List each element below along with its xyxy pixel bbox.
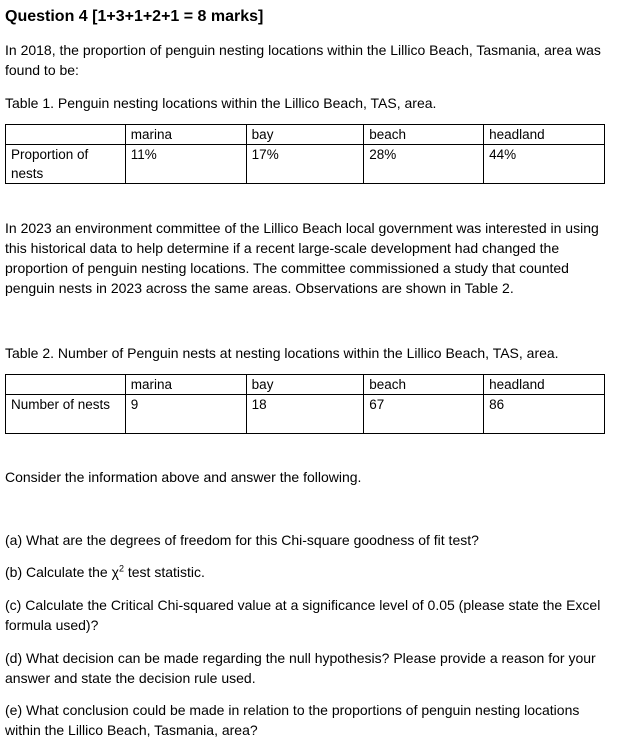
table1-row-label: Proportion of nests [6, 145, 126, 184]
part-d: (d) What decision can be made regarding the null hypothesis? Please provide a reason for your answer and state the decision rule used. [5, 650, 596, 686]
part-b-suffix: test statistic. [123, 564, 205, 580]
table2-value-marina: 9 [125, 395, 246, 434]
part-e: (e) What conclusion could be made in relation to the proportions of penguin nesting locations within the Lillico Beach, Tasmania, area? [5, 702, 580, 738]
table1-header-beach: beach [364, 125, 484, 145]
table2-header-marina: marina [125, 375, 246, 395]
table2-header-bay: bay [246, 375, 364, 395]
question-title: Question 4 [1+3+1+2+1 = 8 marks] [5, 8, 264, 25]
table2-header-headland: headland [484, 375, 605, 395]
table1-header-corner [6, 125, 126, 145]
part-b-superscript: 2 [118, 563, 124, 574]
table2-row-label: Number of nests [6, 395, 126, 434]
table2-header-corner [6, 375, 126, 395]
table1-caption: Table 1. Penguin nesting locations within the Lillico Beach, TAS, area. [5, 95, 437, 111]
part-c: (c) Calculate the Critical Chi-squared value at a significance level of 0.05 (please state the Excel formula used)? [5, 597, 601, 633]
part-a: (a) What are the degrees of freedom for this Chi-square goodness of fit test? [5, 532, 479, 548]
part-b [5, 562, 205, 582]
table2-data-row [6, 395, 605, 434]
table1-value-beach: 28% [364, 145, 484, 184]
table1-header-marina: marina [125, 125, 246, 145]
table1-value-bay: 17% [246, 145, 364, 184]
table2-value-beach: 67 [364, 395, 484, 434]
table1 [5, 124, 605, 184]
table1-header-headland: headland [484, 125, 605, 145]
intro-paragraph: In 2018, the proportion of penguin nesting locations within the Lillico Beach, Tasmania, area was found to be: [5, 42, 601, 78]
table2-header-beach: beach [364, 375, 484, 395]
table2-header-row [6, 375, 605, 395]
table1-data-row [6, 145, 605, 184]
table2-value-bay: 18 [246, 395, 364, 434]
table1-header-bay: bay [246, 125, 364, 145]
part-b-prefix: (b) Calculate the χ [5, 564, 119, 580]
table1-value-headland: 44% [484, 145, 605, 184]
table2-value-headland: 86 [484, 395, 605, 434]
instruction-text: Consider the information above and answer the following. [5, 469, 362, 485]
context-paragraph: In 2023 an environment committee of the Lillico Beach local government was interested in using this historical data to help determine if a recent large-scale development had changed the proportion of penguin nesting locations. The committee commissioned a study that counted penguin nests in 2023 across the same areas. Observations are shown in Table 2. [5, 220, 599, 296]
table1-header-row [6, 125, 605, 145]
table1-value-marina: 11% [125, 145, 246, 184]
table2-caption: Table 2. Number of Penguin nests at nesting locations within the Lillico Beach, TAS, area. [5, 345, 559, 361]
table2 [5, 374, 605, 434]
